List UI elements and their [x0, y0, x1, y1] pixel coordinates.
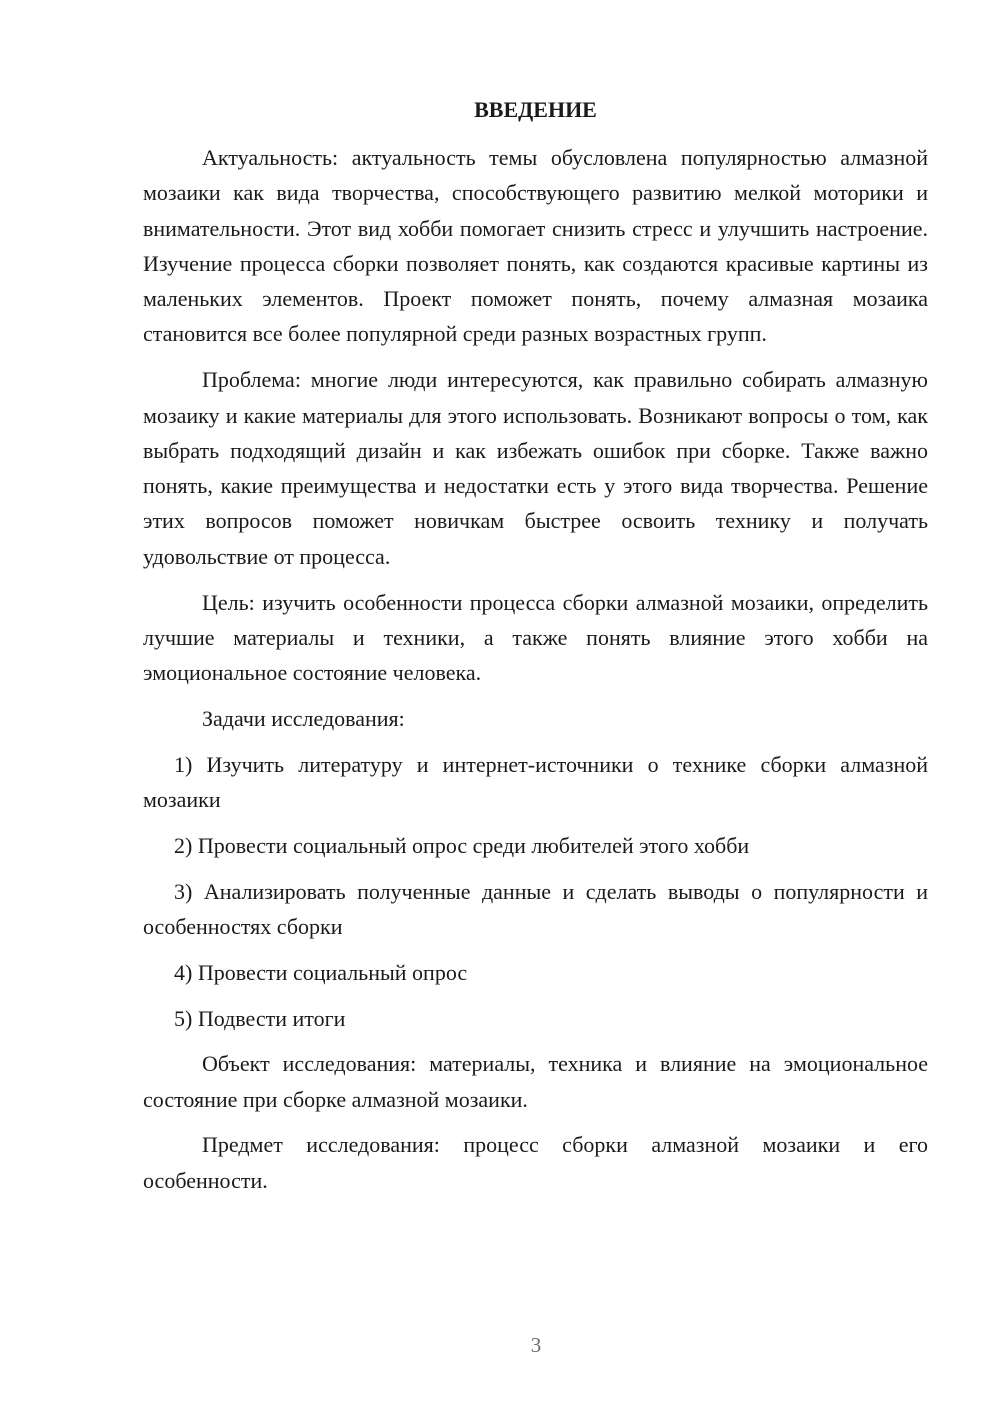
tasks-title: Задачи исследования:: [202, 705, 405, 731]
task-item: 5) Подвести итоги: [174, 1005, 346, 1031]
task-item: 4) Провести социальный опрос: [174, 959, 468, 985]
goal-paragraph: Цель: изучить особенности процесса сборки алмазной мозаики, определить лучшие материалы и техники, а также понять влияние этого хобби на эмоциональное состояние человека.: [143, 589, 928, 686]
page-content: [143, 92, 928, 1209]
page-number: 3: [530, 1333, 542, 1357]
task-item: 1) Изучить литературу и интернет-источники о технике сборки алмазной мозаики: [143, 751, 928, 813]
problem-paragraph: Проблема: многие люди интересуются, как правильно собирать алмазную мозаику и какие материалы для этого использовать. Возникают вопросы о том, как выбрать подходящий дизайн и как избежать ошибок при сборке. Также важно понять, какие преимущества и недостатки есть у этого вида творчества. Решение этих вопросов поможет новичкам быстрее освоить технику и получать удовольствие от процесса.: [143, 367, 928, 569]
object-paragraph: Объект исследования: материалы, техника и влияние на эмоциональное состояние при сборке алмазной мозаики.: [143, 1051, 928, 1112]
relevance-paragraph: Актуальность: актуальность темы обусловлена популярностью алмазной мозаики как вида творчества, способствующего развитию мелкой моторики и внимательности. Этот вид хобби помогает снизить стресс и улучшить настроение. Изучение процесса сборки позволяет понять, как создаются красивые картины из маленьких элементов. Проект поможет понять, почему алмазная мозаика становится все более популярной среди разных возрастных групп.: [143, 145, 928, 347]
subject-paragraph: Предмет исследования: процесс сборки алмазной мозаики и его особенности.: [143, 1132, 928, 1193]
tasks-list: [143, 747, 928, 1036]
task-item: 3) Анализировать полученные данные и сделать выводы о популярности и особенностях сборки: [143, 878, 928, 939]
task-item: 2) Провести социальный опрос среди любителей этого хобби: [174, 832, 750, 858]
section-heading: ВВЕДЕНИЕ: [474, 97, 597, 122]
